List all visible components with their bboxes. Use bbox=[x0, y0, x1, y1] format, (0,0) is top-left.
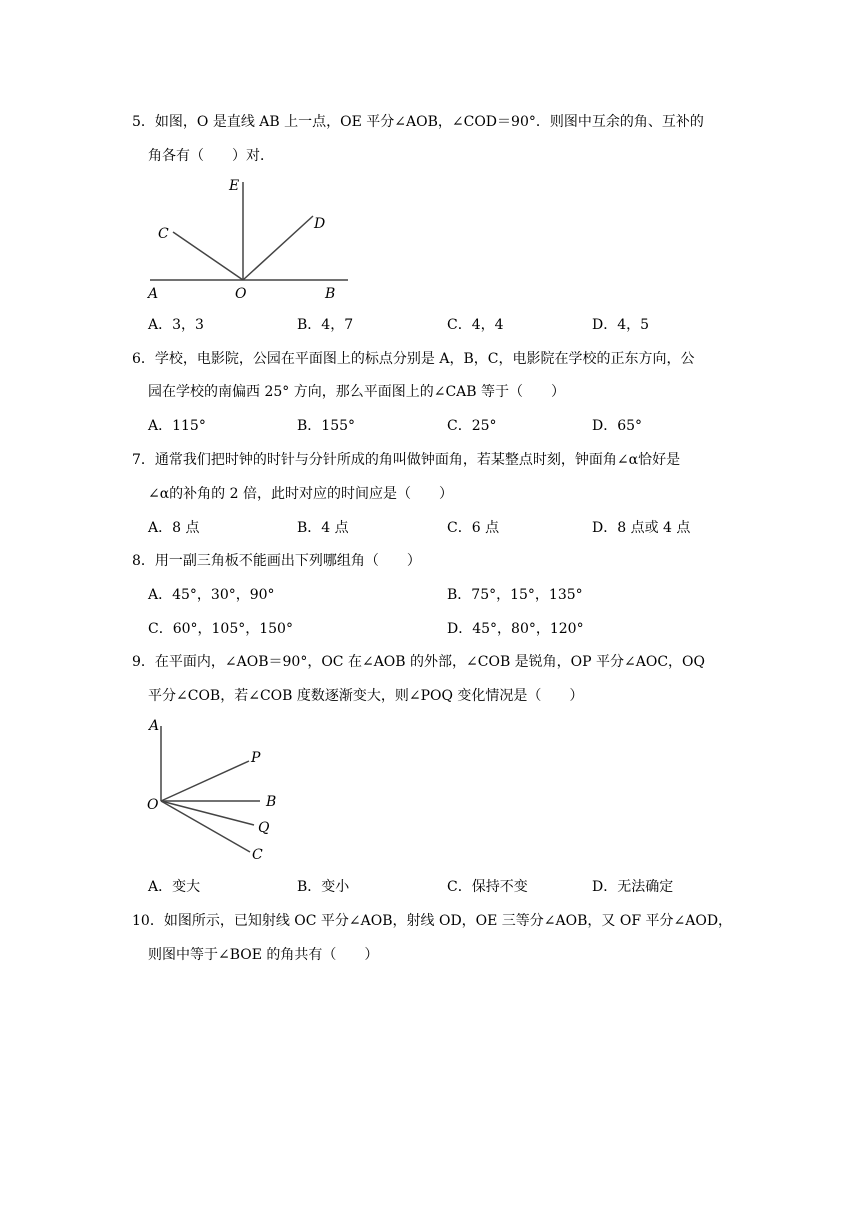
q9-figure bbox=[140, 712, 300, 870]
q5-ray-oc bbox=[173, 232, 243, 280]
q5-label-e: E bbox=[229, 178, 240, 194]
q5-label-o: O bbox=[235, 286, 247, 302]
q9-line-2: 平分∠COB，若∠COB 度数逐渐变大，则∠POQ 变化情况是（ ） bbox=[148, 688, 584, 704]
q6-option-c[interactable]: C．25° bbox=[447, 418, 497, 434]
q5-label-a: A bbox=[148, 286, 159, 302]
q10-line-2: 则图中等于∠BOE 的角共有（ ） bbox=[148, 947, 379, 963]
q6-option-d[interactable]: D．65° bbox=[592, 418, 643, 434]
q9-ray-oc bbox=[161, 801, 250, 852]
q5-option-c[interactable]: C．4，4 bbox=[447, 317, 504, 333]
q5-label-c: C bbox=[158, 226, 169, 242]
q9-option-b[interactable]: B．变小 bbox=[297, 879, 350, 895]
q9-ray-op bbox=[161, 761, 249, 801]
q9-option-a[interactable]: A．变大 bbox=[148, 879, 201, 895]
q7-line-1: 7．通常我们把时钟的时针与分针所成的角叫做钟面角，若某整点时刻，钟面角∠α恰好是 bbox=[132, 452, 681, 468]
q9-option-c[interactable]: C．保持不变 bbox=[447, 879, 528, 895]
q5-option-d[interactable]: D．4，5 bbox=[592, 317, 650, 333]
q8-option-b[interactable]: B．75°，15°，135° bbox=[447, 587, 583, 603]
q7-option-d[interactable]: D．8 点或 4 点 bbox=[592, 520, 691, 536]
q6-option-a[interactable]: A．115° bbox=[148, 418, 206, 434]
q5-ray-od bbox=[243, 216, 313, 280]
q7-option-a[interactable]: A．8 点 bbox=[148, 520, 200, 536]
q8-option-a[interactable]: A．45°，30°，90° bbox=[148, 587, 275, 603]
q5-label-d: D bbox=[314, 216, 326, 232]
q6-line-2: 园在学校的南偏西 25° 方向，那么平面图上的∠CAB 等于（ ） bbox=[148, 384, 566, 400]
q5-figure bbox=[140, 172, 360, 302]
q8-line-1: 8．用一副三角板不能画出下列哪组角（ ） bbox=[132, 553, 421, 569]
q9-label-a: A bbox=[149, 718, 160, 734]
q5-line-1: 5．如图，O 是直线 AB 上一点，OE 平分∠AOB，∠COD＝90°．则图中互余的角、互补的 bbox=[132, 114, 704, 130]
q9-line-1: 9．在平面内，∠AOB＝90°，OC 在∠AOB 的外部，∠COB 是锐角，OP 平分∠AOC，OQ bbox=[132, 654, 706, 670]
q7-option-c[interactable]: C．6 点 bbox=[447, 520, 500, 536]
q9-label-o: O bbox=[147, 797, 159, 813]
q9-label-c: C bbox=[252, 847, 263, 863]
q9-label-p: P bbox=[251, 750, 261, 766]
q9-label-b: B bbox=[266, 794, 277, 810]
q10-line-1: 10．如图所示，已知射线 OC 平分∠AOB，射线 OD，OE 三等分∠AOB，又 OF 平分∠AOD， bbox=[132, 913, 733, 929]
q6-option-b[interactable]: B．155° bbox=[297, 418, 356, 434]
q5-label-b: B bbox=[325, 286, 336, 302]
q8-option-d[interactable]: D．45°，80°，120° bbox=[447, 621, 584, 637]
q9-label-q: Q bbox=[258, 820, 270, 836]
q5-option-b[interactable]: B．4，7 bbox=[297, 317, 354, 333]
q5-line-2: 角各有（ ）对． bbox=[148, 148, 274, 164]
q5-option-a[interactable]: A．3，3 bbox=[148, 317, 204, 333]
q8-option-c[interactable]: C．60°，105°，150° bbox=[148, 621, 293, 637]
q7-line-2: ∠α的补角的 2 倍，此时对应的时间应是（ ） bbox=[148, 486, 453, 502]
q9-option-d[interactable]: D．无法确定 bbox=[592, 879, 674, 895]
q9-ray-oq bbox=[161, 801, 254, 825]
q7-option-b[interactable]: B．4 点 bbox=[297, 520, 349, 536]
q6-line-1: 6．学校，电影院，公园在平面图上的标点分别是 A，B，C，电影院在学校的正东方向，公 bbox=[132, 351, 695, 367]
